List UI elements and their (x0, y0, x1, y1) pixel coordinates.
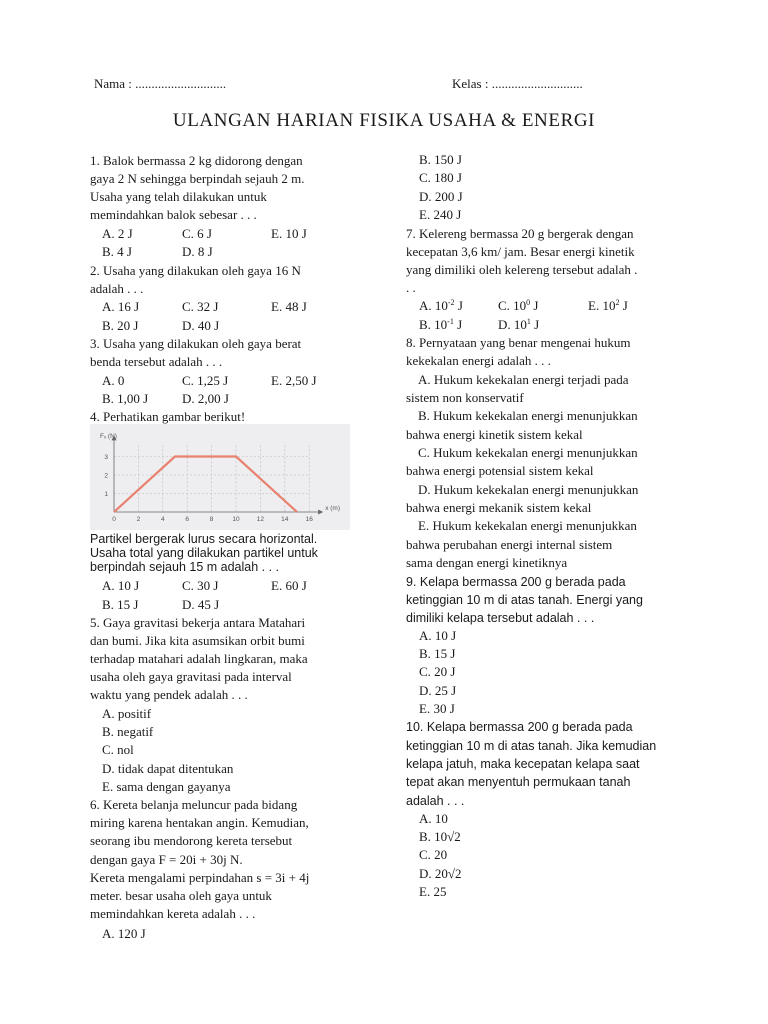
option-b: B. 150 J (419, 152, 462, 167)
class-blank: ............................ (491, 76, 583, 91)
x-tick-label: 16 (305, 516, 313, 523)
option-b-continued: bahwa energi kinetik sistem kekal (406, 427, 583, 442)
x-axis-arrow (318, 510, 323, 515)
question-text: tepat akan menyentuh permukaan tanah (406, 775, 631, 789)
option-d: D. 200 J (419, 189, 463, 204)
y-tick-label: 3 (104, 454, 108, 461)
option-e-unit: J (619, 298, 628, 313)
question-text: memindahkan balok sebesar . . . (90, 207, 257, 222)
question-text: 8. Pernyataan yang benar mengenai hukum (406, 335, 631, 350)
option-a-continued: sistem non konservatif (406, 390, 524, 405)
option-e: E. 25 (419, 884, 447, 899)
option-c: C. 6 J (182, 226, 212, 241)
option-a: A. 10 J (102, 578, 140, 593)
option-b: B. 15 J (102, 597, 139, 612)
question-text: Usaha total yang dilakukan partikel untuk (90, 546, 318, 560)
option-a (419, 297, 463, 315)
question-text: ketinggian 10 m di atas tanah. Jika kemudian (406, 739, 657, 753)
x-tick-label: 8 (209, 516, 214, 523)
question-text: 3. Usaha yang dilakukan oleh gaya berat (90, 336, 302, 351)
option-e: E. 60 J (271, 578, 307, 593)
option-c (498, 297, 538, 315)
option-b: B. 15 J (419, 646, 456, 661)
option-d: D. 25 J (419, 683, 457, 698)
question-text: miring karena hentakan angin. Kemudian, (90, 815, 309, 830)
x-tick-label: 12 (256, 516, 265, 523)
question-text: dimiliki kelapa tersebut adalah . . . (406, 611, 595, 625)
page-title: ULANGAN HARIAN FISIKA USAHA & ENERGI (172, 110, 596, 131)
option-d: D. 40 J (182, 318, 220, 333)
question-text: 1. Balok bermassa 2 kg didorong dengan (90, 153, 303, 168)
option-a-unit: J (454, 298, 463, 313)
question-text: kekekalan energi adalah . . . (406, 353, 551, 368)
option-a-exponent: -2 (447, 298, 455, 307)
option-a-base: A. 10 (419, 298, 448, 313)
option-c-continued: bahwa energi potensial sistem kekal (406, 463, 594, 478)
option-b (419, 316, 462, 334)
option-b-unit: J (453, 317, 463, 332)
question-text: 5. Gaya gravitasi bekerja antara Matahari (90, 615, 306, 630)
question-text: benda tersebut adalah . . . (90, 354, 223, 369)
option-d-base: D. 10 (498, 317, 527, 332)
option-d-unit: J (530, 317, 540, 332)
option-a: A. Hukum kekekalan energi terjadi pada (418, 372, 629, 387)
option-b-base: B. 10 (419, 317, 448, 332)
question-text: Partikel bergerak lurus secara horizontal. (90, 532, 318, 546)
question-text: adalah . . . (90, 281, 144, 296)
x-tick-label: 14 (281, 516, 289, 523)
option-a: A. positif (102, 706, 152, 721)
option-a: A. 16 J (102, 299, 140, 314)
option-c: C. 32 J (182, 299, 219, 314)
option-d: D. Hukum kekekalan energi menunjukkan (418, 482, 639, 497)
question-text: yang dimiliki oleh kelereng tersebut adalah . (406, 262, 638, 277)
question-text: kelapa jatuh, maka kecepatan kelapa saat (406, 757, 640, 771)
option-e-continued: bahwa perubahan energi internal sistem (406, 537, 613, 552)
question-text: gaya 2 N sehingga berpindah sejauh 2 m. (90, 171, 305, 186)
question-text: dengan gaya F = 20i + 30j N. (90, 852, 243, 867)
question-text: 10. Kelapa bermassa 200 g berada pada (406, 720, 633, 734)
option-d: D. 45 J (182, 597, 220, 612)
option-c: C. Hukum kekekalan energi menunjukkan (418, 445, 638, 460)
option-d-continued: bahwa energi mekanik sistem kekal (406, 500, 592, 515)
option-d-exponent: 1 (526, 317, 531, 326)
chart-svg (90, 424, 350, 530)
name-label: Nama : (94, 76, 132, 91)
option-a: A. 0 (102, 373, 125, 388)
option-c-base: C. 10 (498, 298, 527, 313)
class-label: Kelas : (452, 76, 489, 91)
option-e: E. 10 J (271, 226, 307, 241)
question-text: 9. Kelapa bermassa 200 g berada pada (406, 575, 626, 589)
question-text: usaha oleh gaya gravitasi pada interval (90, 669, 292, 684)
name-field (94, 76, 226, 92)
option-b: B. 4 J (102, 244, 132, 259)
x-tick-label: 2 (136, 516, 141, 523)
y-axis-label: Fₓ (N) (100, 433, 117, 440)
question-text: adalah . . . (406, 794, 465, 808)
option-e-continued: sama dengan energi kinetiknya (406, 555, 568, 570)
option-c: C. 1,25 J (182, 373, 229, 388)
option-d (498, 316, 539, 334)
option-d: D. 2,00 J (182, 391, 229, 406)
y-tick-label: 2 (104, 472, 108, 480)
question-text: Kereta mengalami perpindahan s = 3i + 4j (90, 870, 310, 885)
option-a: A. 10 J (419, 628, 457, 643)
question-text: memindahkan kereta adalah . . . (90, 906, 256, 921)
option-e: E. 30 J (419, 701, 455, 716)
class-field (452, 76, 583, 92)
option-c: C. 20 J (419, 664, 456, 679)
y-tick-label: 1 (104, 491, 108, 498)
name-blank: ............................ (135, 76, 227, 91)
option-e: E. sama dengan gayanya (102, 779, 231, 794)
x-tick-label: 6 (185, 516, 190, 523)
option-e-exponent: 2 (615, 298, 620, 307)
option-c: C. 30 J (182, 578, 219, 593)
option-a: A. 2 J (102, 226, 133, 241)
question-text: seorang ibu mendorong kereta tersebut (90, 833, 293, 848)
question-text: waktu yang pendek adalah . . . (90, 687, 248, 702)
x-tick-label: 4 (160, 516, 165, 523)
option-e: E. Hukum kekekalan energi menunjukkan (418, 518, 637, 533)
question-text: 4. Perhatikan gambar berikut! (90, 409, 246, 424)
question-text: . . (406, 280, 416, 295)
question-text: terhadap matahari adalah lingkaran, maka (90, 651, 308, 666)
option-c: C. 20 (419, 847, 448, 862)
x-axis-label: x (m) (325, 505, 341, 512)
question-text: ketinggian 10 m di atas tanah. Energi yang (406, 593, 643, 607)
option-e-base: E. 10 (588, 298, 616, 313)
option-b: B. negatif (102, 724, 154, 739)
option-d: D. tidak dapat ditentukan (102, 761, 234, 776)
question-text: meter. besar usaha oleh gaya untuk (90, 888, 272, 903)
question-text: 7. Kelereng bermassa 20 g bergerak dengan (406, 226, 634, 241)
force-displacement-chart (90, 424, 350, 530)
option-e (588, 297, 628, 315)
question-text: 6. Kereta belanja meluncur pada bidang (90, 797, 298, 812)
option-b: B. 10√2 (419, 829, 461, 844)
option-c: C. nol (102, 742, 134, 757)
option-b-exponent: -1 (447, 317, 454, 326)
option-b: B. 1,00 J (102, 391, 149, 406)
question-text: kecepatan 3,6 km/ jam. Besar energi kinetik (406, 244, 635, 259)
question-text: dan bumi. Jika kita asumsikan orbit bumi (90, 633, 305, 648)
question-text: Usaha yang telah dilakukan untuk (90, 189, 267, 204)
x-tick-label: 10 (232, 516, 240, 523)
option-c-unit: J (530, 298, 539, 313)
question-text: berpindah sejauh 15 m adalah . . . (90, 560, 280, 574)
question-text: 2. Usaha yang dilakukan oleh gaya 16 N (90, 263, 301, 278)
option-d: D. 8 J (182, 244, 213, 259)
option-a: A. 120 J (102, 926, 146, 941)
option-c-exponent: 0 (526, 298, 531, 307)
option-b: B. Hukum kekekalan energi menunjukkan (418, 408, 638, 423)
option-b: B. 20 J (102, 318, 139, 333)
x-tick-label: 0 (112, 516, 116, 523)
option-e: E. 48 J (271, 299, 307, 314)
option-d: D. 20√2 (419, 866, 462, 881)
force-series-line (114, 457, 297, 513)
option-a: A. 10 (419, 811, 448, 826)
option-e: E. 2,50 J (271, 373, 317, 388)
option-e: E. 240 J (419, 207, 462, 222)
option-c: C. 180 J (419, 170, 462, 185)
